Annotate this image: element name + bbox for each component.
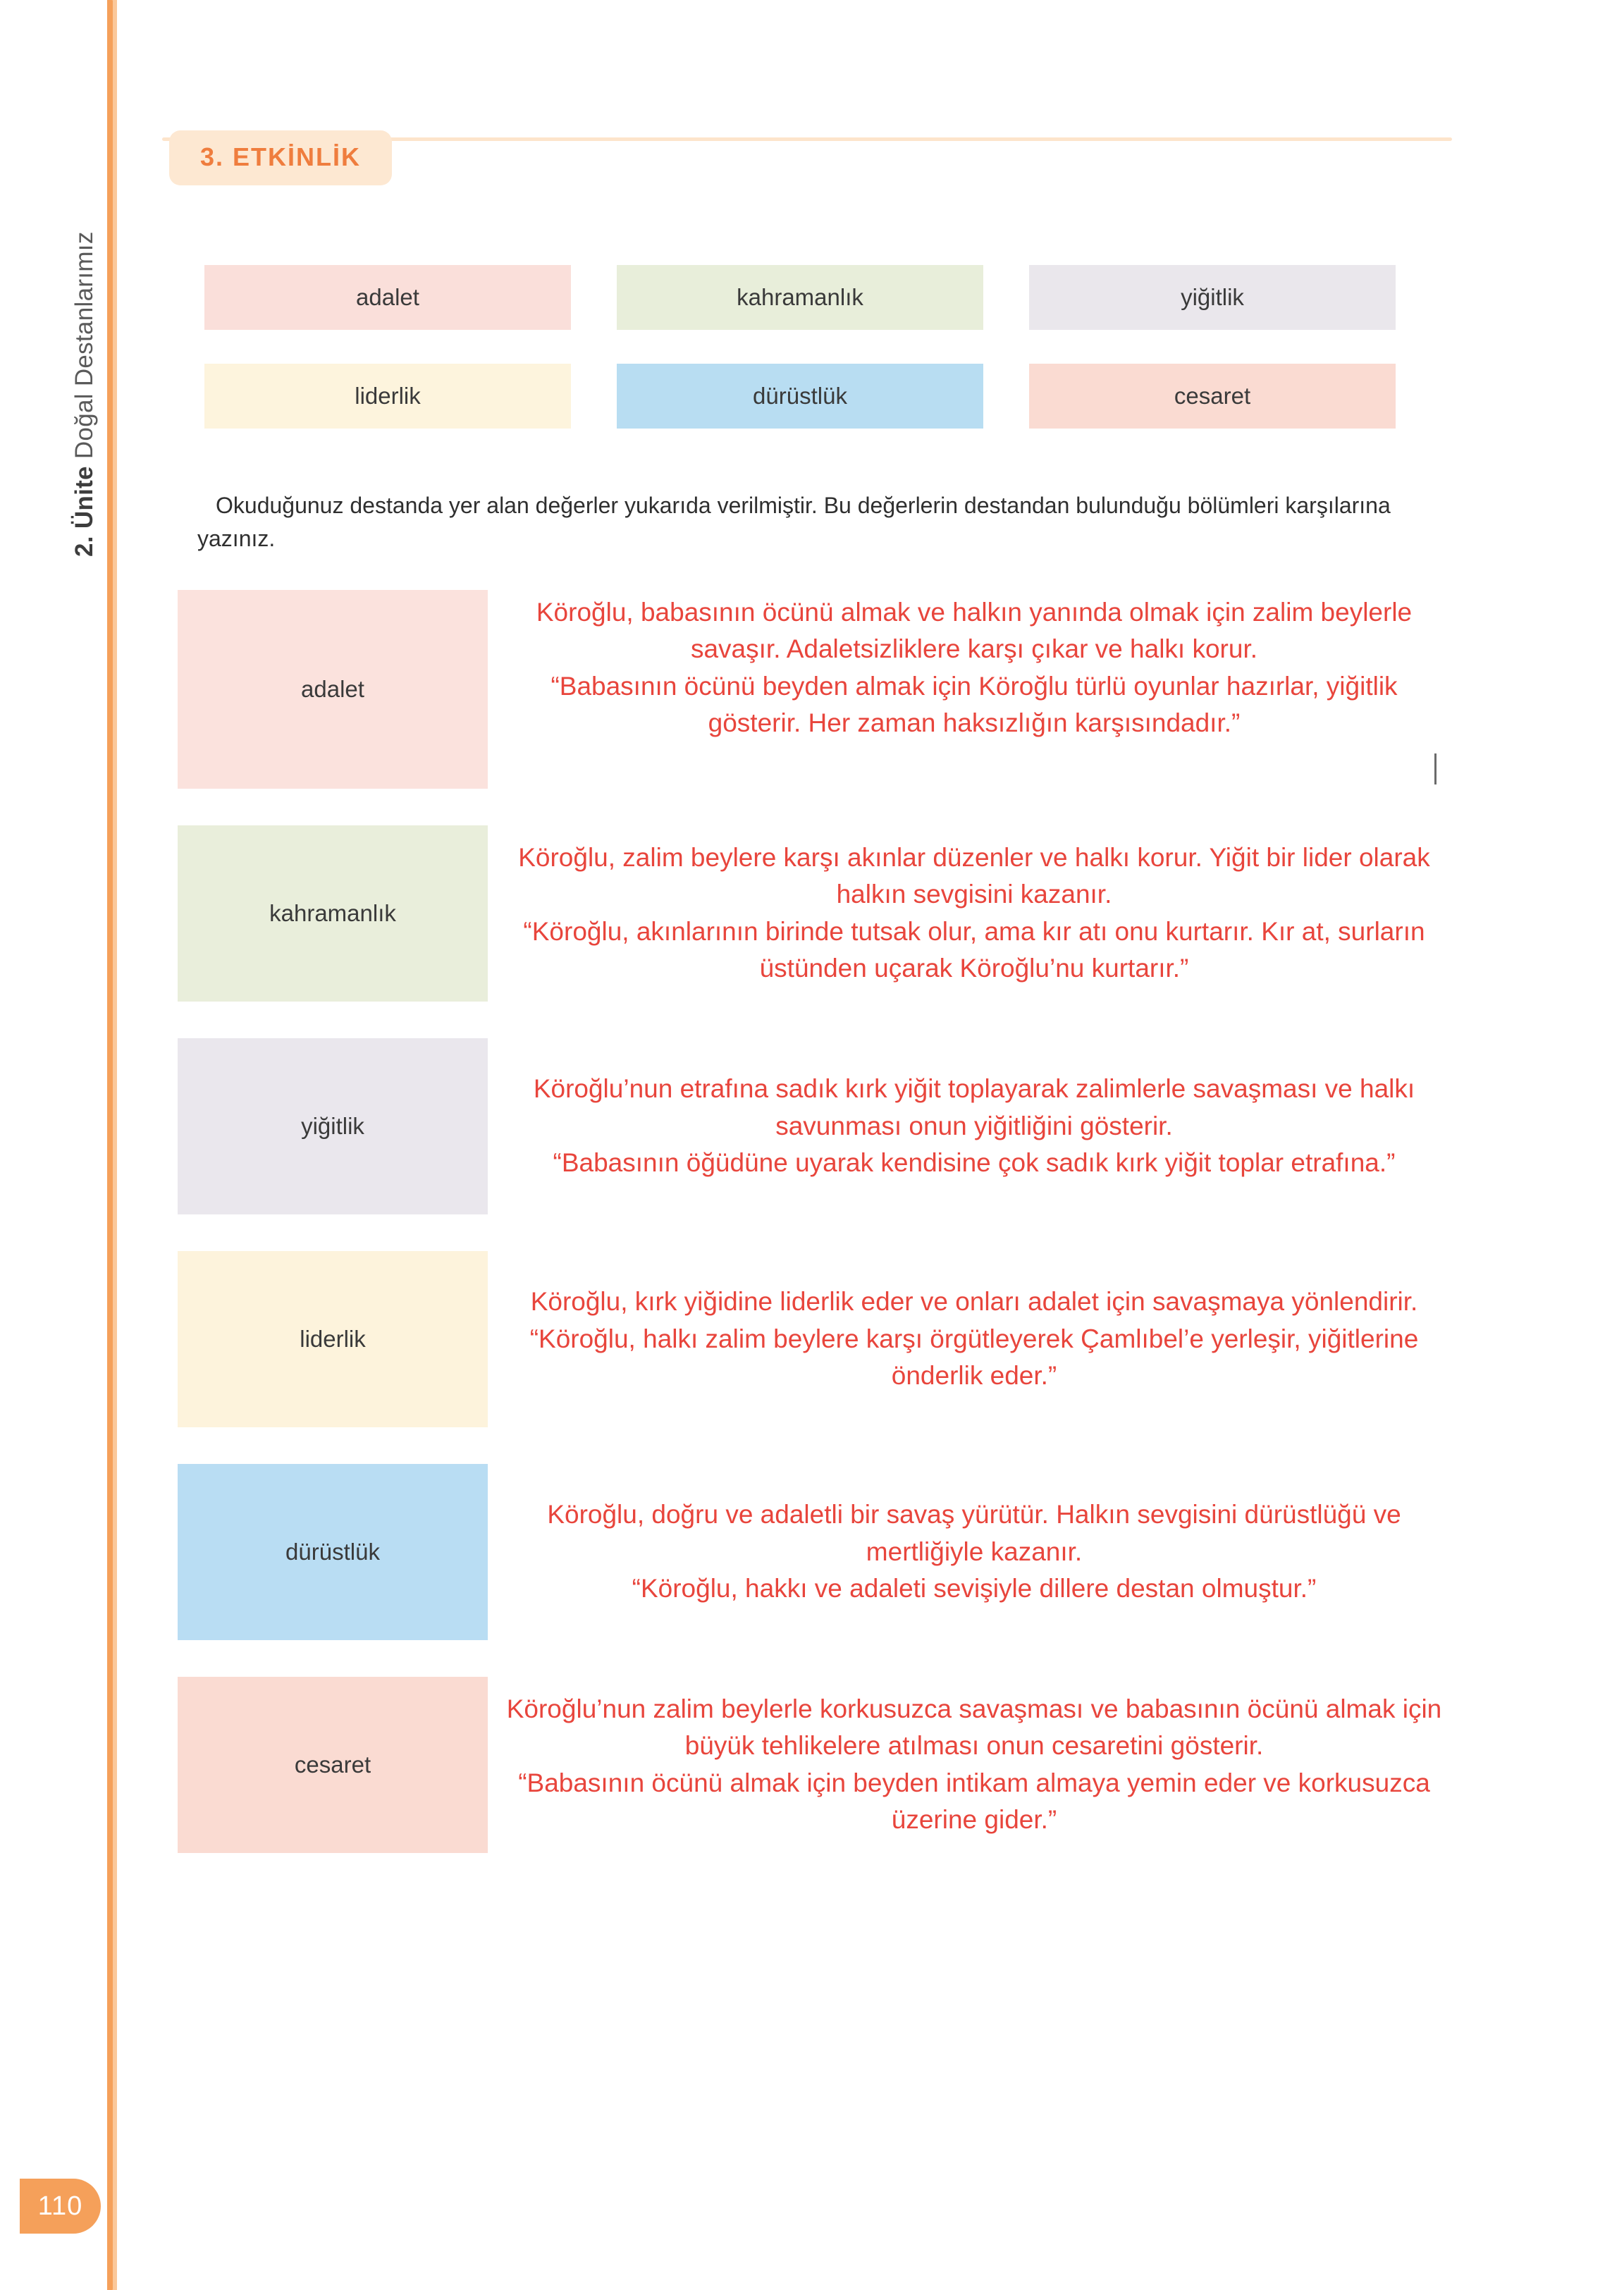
value-chip-adalet (204, 265, 571, 330)
value-chip-label: kahramanlık (737, 284, 863, 310)
answer-line: Köroğlu, zalim beylere karşı akınlar düzenler ve halkı korur. Yiğit bir lider olarak halkın sevgisini kazanır. (518, 842, 1430, 909)
activity-header (162, 130, 1452, 191)
answer-row-text[interactable] (488, 1251, 1452, 1427)
answer-row-text[interactable] (488, 1464, 1452, 1640)
answer-row-label: kahramanlık (178, 825, 488, 1002)
left-rail (0, 0, 120, 2290)
activity-title: 3. ETKİNLİK (169, 130, 392, 185)
answer-row-label: adalet (178, 590, 488, 789)
answer-line: “Köroğlu, akınlarının birinde tutsak olur, ama kır atı onu kurtarır. Kır at, surların üstünden uçarak Köroğlu’nu kurtarır.” (523, 916, 1425, 983)
unit-label (70, 231, 99, 557)
instruction-text (197, 489, 1438, 556)
value-chip-liderlik (204, 364, 571, 429)
value-chip-kahramanlik (617, 265, 983, 330)
answer-row-label: yiğitlik (178, 1038, 488, 1214)
answer-row-text[interactable] (488, 1038, 1452, 1214)
answer-row (162, 590, 1452, 789)
answer-row-text[interactable] (488, 825, 1452, 1002)
answer-row (162, 1677, 1452, 1853)
answer-line: Köroğlu’nun zalim beylerle korkusuzca savaşması ve babasının öcünü almak için büyük tehlikelere atılması onun cesaretini gösterir. (506, 1694, 1442, 1761)
page-number: 110 (20, 2179, 101, 2234)
answer-row-label: liderlik (178, 1251, 488, 1427)
answer-row-text[interactable] (488, 590, 1452, 789)
answer-line: Köroğlu’nun etrafına sadık kırk yiğit toplayarak zalimlerle savaşması ve halkı savunması onun yiğitliğini gösterir. (533, 1074, 1415, 1140)
unit-number: 2. Ünite (70, 466, 98, 557)
unit-title: Doğal Destanlarımız (70, 231, 98, 460)
answer-line: Köroğlu, doğru ve adaletli bir savaş yürütür. Halkın sevgisini dürüstlüğü ve mertliğiyle kazanır. (547, 1500, 1401, 1566)
answer-line: Köroğlu, babasının öcünü almak ve halkın yanında olmak için zalim beylerle savaşır. Adaletsizliklere karşı çıkar ve halkı korur. (536, 597, 1413, 664)
instruction-body: Okuduğunuz destanda yer alan değerler yukarıda verilmiştir. Bu değerlerin destandan bulunduğu bölümleri karşılarına yazınız. (197, 493, 1391, 552)
answer-row (162, 1251, 1452, 1427)
value-chip-label: liderlik (355, 383, 421, 409)
answer-row (162, 825, 1452, 1002)
value-chip-label: cesaret (1174, 383, 1251, 409)
value-chip-label: yiğitlik (1181, 284, 1244, 310)
answer-row (162, 1464, 1452, 1640)
answer-line: “Babasının öcünü almak için beyden intikam almaya yemin eder ve korkusuzca üzerine gider.” (518, 1768, 1430, 1835)
answer-line: “Köroğlu, hakkı ve adaleti sevişiyle dillere destan olmuştur.” (632, 1574, 1317, 1603)
value-chips (204, 265, 1452, 429)
answer-line: “Babasının öğüdüne uyarak kendisine çok sadık kırk yiğit toplar etrafına.” (553, 1148, 1396, 1178)
text-cursor (1434, 753, 1437, 784)
answer-row-label: dürüstlük (178, 1464, 488, 1640)
rail-accent-bar-inner (113, 0, 117, 2290)
value-chip-cesaret (1029, 364, 1396, 429)
answer-line: Köroğlu, kırk yiğidine liderlik eder ve onları adalet için savaşmaya yönlendirir. (530, 1287, 1418, 1317)
answer-row-text[interactable] (488, 1677, 1452, 1853)
value-chip-yigitlik (1029, 265, 1396, 330)
answer-row-label: cesaret (178, 1677, 488, 1853)
answer-line: “Babasının öcünü beyden almak için Köroğlu türlü oyunlar hazırlar, yiğitlik gösterir. Her zaman haksızlığın karşısındadır.” (550, 671, 1398, 738)
value-chip-label: adalet (356, 284, 419, 310)
page-content (162, 0, 1452, 1890)
value-chip-durustluk (617, 364, 983, 429)
answer-line: “Köroğlu, halkı zalim beylere karşı örgütleyerek Çamlıbel’e yerleşir, yiğitlerine önderlik eder.” (529, 1324, 1419, 1391)
value-chip-label: dürüstlük (753, 383, 847, 409)
answer-rows (162, 590, 1452, 1853)
answer-row (162, 1038, 1452, 1214)
